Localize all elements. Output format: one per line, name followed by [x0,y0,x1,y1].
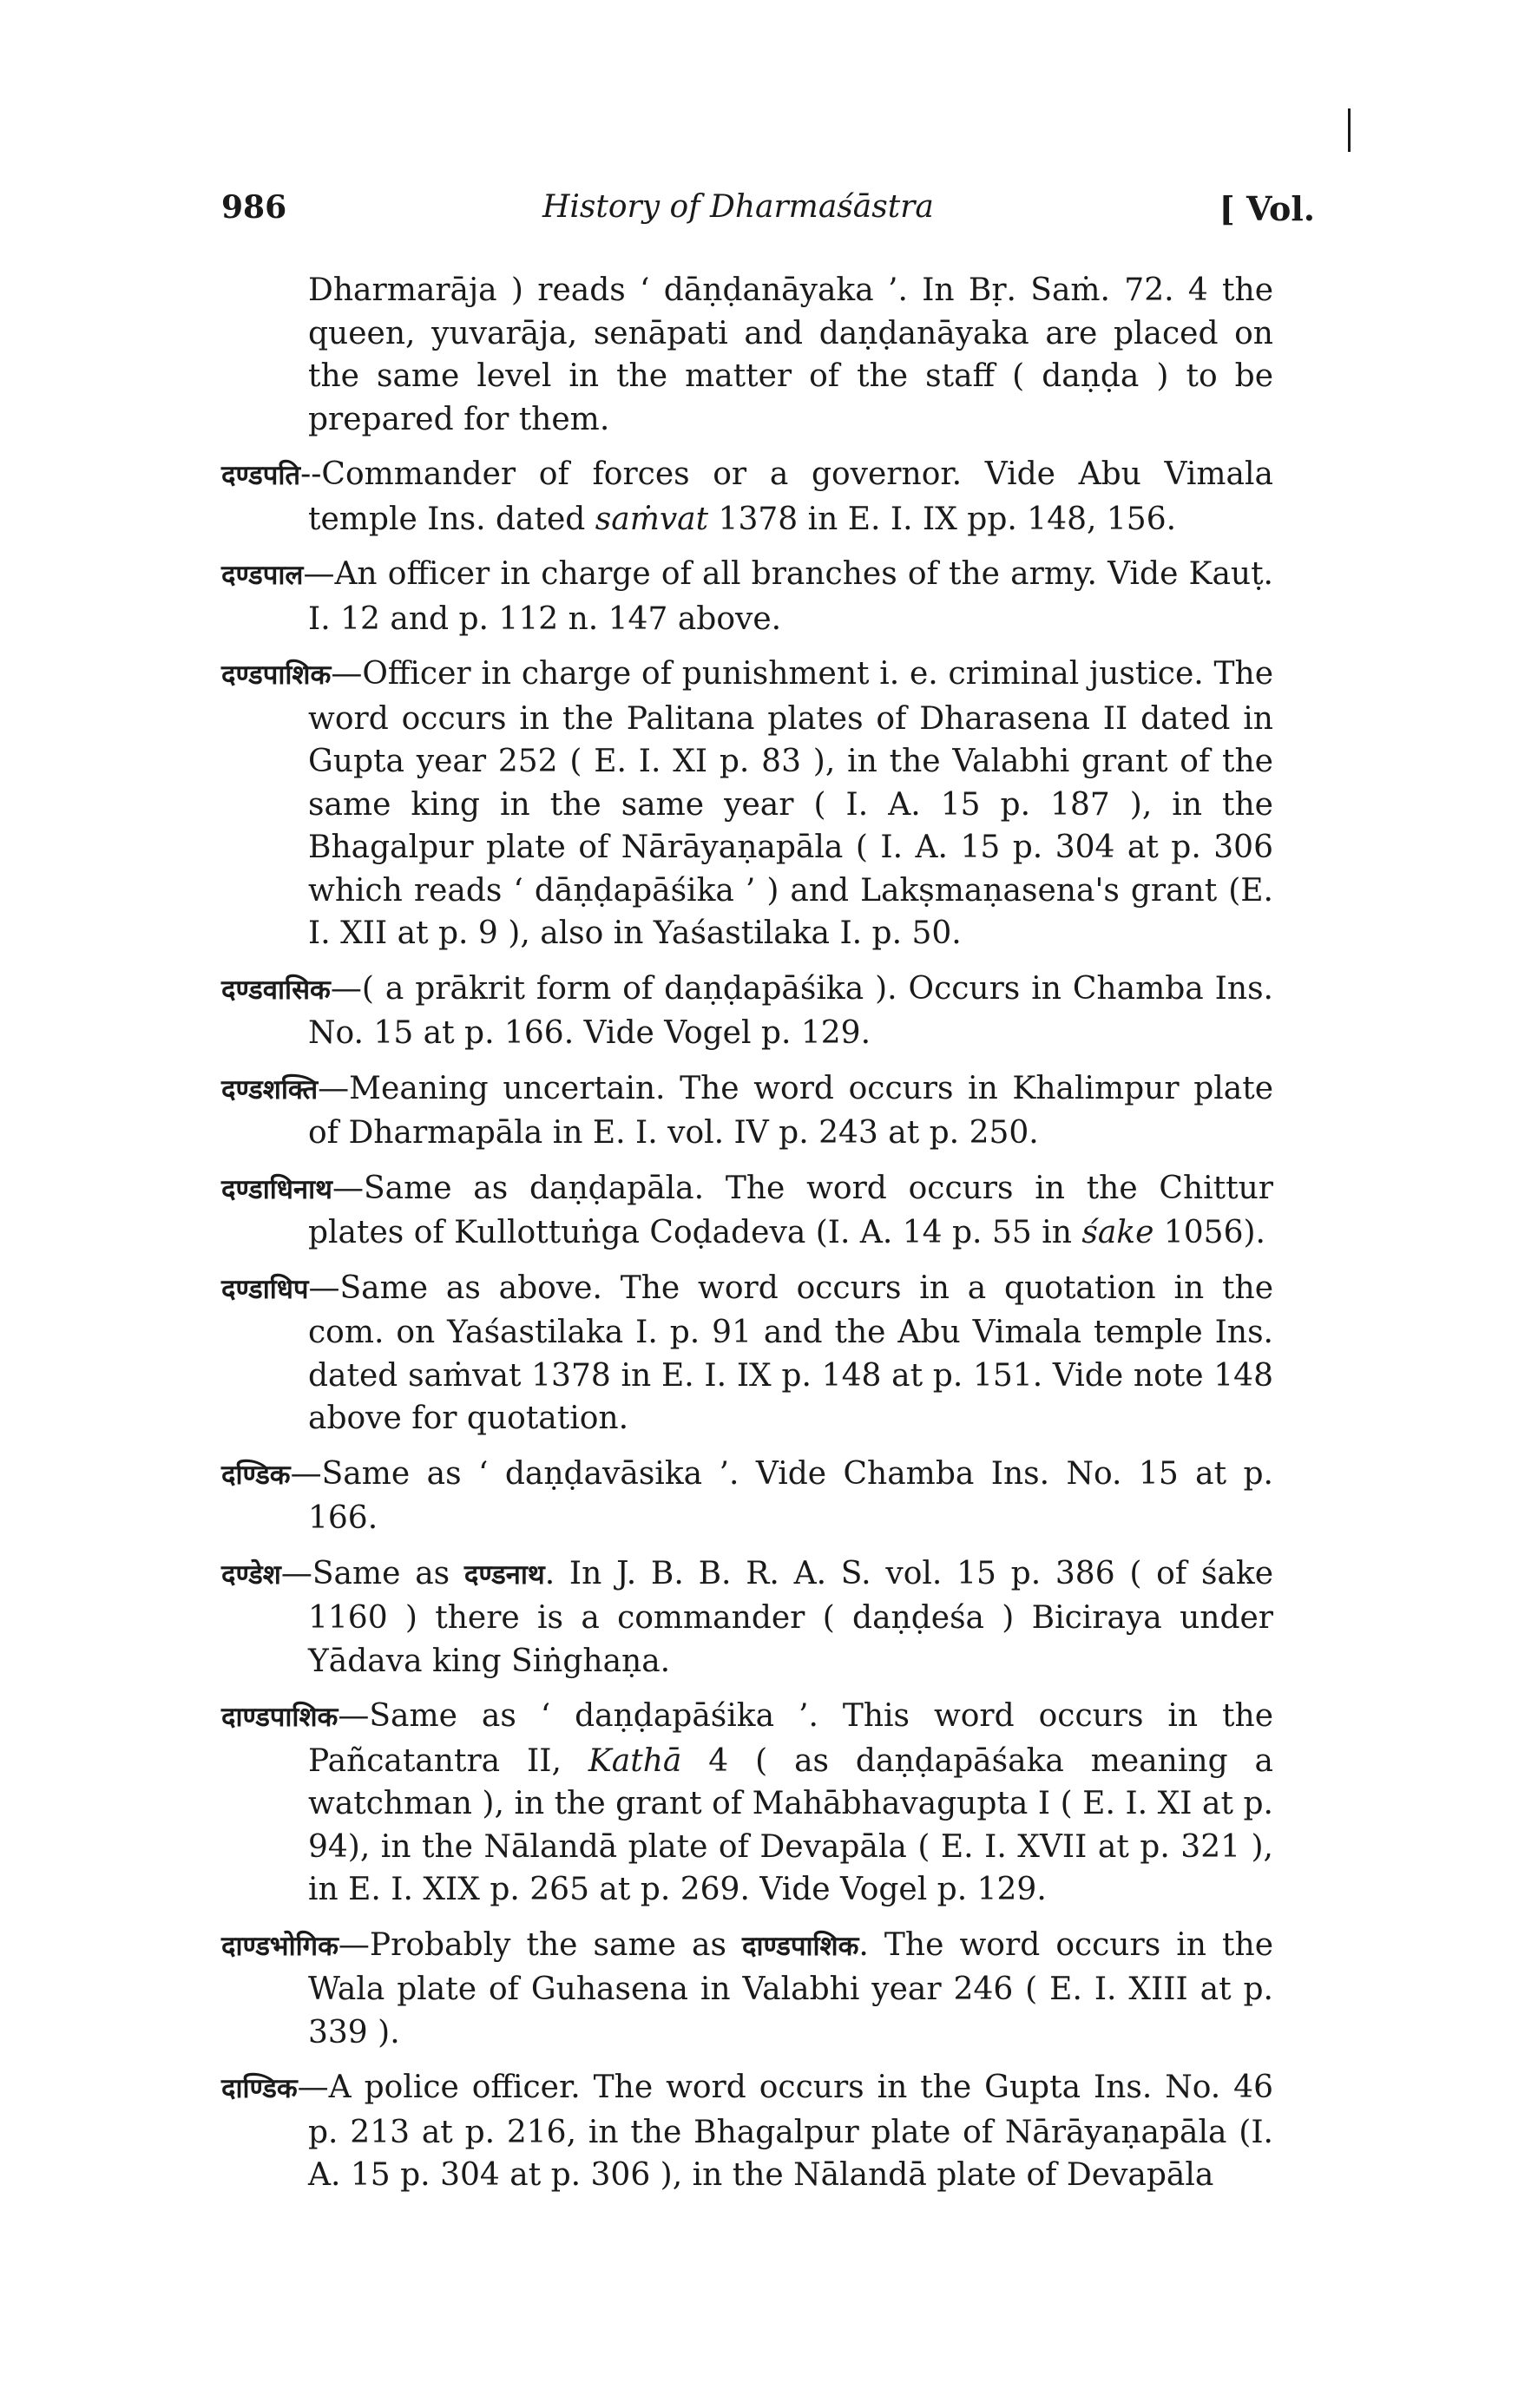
entry-text-tail: . In J. B. B. R. A. S. vol. 15 p. 386 ( of śake 1160 ) there is a commander ( daṇḍeśa ) Biciraya under Yādava king Siṅghaṇa. [308,1555,1273,1679]
page-number: 986 [221,189,287,226]
entry-devanagari-term: दण्डनाथ [463,1558,545,1591]
entry-text: —( a prākrit form of daṇḍapāśika ). Occurs in Chamba Ins. No. 15 at p. 166. Vide Vogel p. 129. [308,970,1273,1051]
entry-headword: दण्डिक [221,1459,291,1491]
glossary-entry [221,1167,1273,1255]
entry-text: —An officer in charge of all branches of the army. Vide Kauṭ. I. 12 and p. 112 n. 147 above. [303,556,1273,637]
entry-text: --Commander of forces or a governor. Vide Abu Vimala temple Ins. dated [300,456,1273,537]
entry-headword: दण्डशक्ति [221,1073,319,1106]
glossary-entry [221,1924,1273,2055]
entry-devanagari-term: दाण्डपाशिक [742,1930,859,1962]
entry-headword: दण्डपाल [221,560,304,591]
entry-headword: दण्डवासिक [221,974,331,1006]
volume-marker: [ Vol. [1219,189,1315,228]
entry-text: —Officer in charge of punishment i. e. criminal justice. The word occurs in the Palitana plates of Dharasena II dated in Gupta year 252 ( E. I. XI p. 83 ), in the Valabhi grant of the same king in the same year ( I. A. 15 p. 187 ), in the Bhagalpur plate of Nārāyaṇapāla ( I. A. 15 p. 304 at p. 306 which reads ‘ dāṇḍapāśika ’ ) and Lakṣmaṇasena's grant (E. I. XII at p. 9 ), also in Yaśastilaka I. p. 50. [308,656,1273,951]
entry-headword: दाण्डभोगिक [221,1930,338,1962]
glossary-entry [221,1552,1273,1683]
entry-text: —Same as above. The word occurs in a quotation in the com. on Yaśastilaka I. p. 91 and the Abu Vimala temple Ins. dated saṁvat 1378 in E. I. IX p. 148 at p. 151. Vide note 148 above for quotation. [308,1270,1273,1436]
entry-text: —Same as daṇḍapāla. The word occurs in the Chittur plates of Kullottuṅga Coḍadeva (I. A. 14 p. 55 in [308,1170,1273,1250]
entry-italic-term: saṁvat [595,501,709,537]
entry-headword: दण्डपति [221,460,301,491]
entry-text: —Same as ‘ daṇḍavāsika ’. Vide Chamba Ins. No. 15 at p. 166. [290,1455,1273,1536]
continuation-paragraph: Dharmarāja ) reads ‘ dāṇḍanāyaka ’. In Bṛ. Saṁ. 72. 4 the queen, yuvarāja, senāpati and daṇḍanāyaka are placed on the same level in the matter of the staff ( daṇḍa ) to be prepared for them. [308,272,1273,437]
entry-headword: दाण्डपाशिक [221,1702,338,1733]
entry-headword: दण्डाधिनाथ [221,1173,332,1205]
entry-italic-term: Kathā [588,1742,682,1779]
glossary-entry [221,1067,1273,1155]
entry-headword: दण्डपाशिक [221,659,332,691]
entry-text: —A police officer. The word occurs in the Gupta Ins. No. 46 p. 213 at p. 216, in the Bhagalpur plate of Nārāyaṇapāla (I. A. 15 p. 304 at p. 306 ), in the Nālandā plate of Devapāla [297,2070,1273,2193]
glossary-entry [221,968,1273,1055]
entry-text: —Same as ‘ daṇḍapāśika ’. This word occurs in the Pañcatantra II, [308,1698,1273,1779]
entry-italic-term: śake [1081,1215,1154,1250]
running-title: History of Dharmaśāstra [542,189,934,225]
glossary-entry [221,1453,1273,1540]
entry-text-tail: 1056). [1154,1215,1265,1250]
entry-text-tail: . The word occurs in the Wala plate of Guhasena in Valabhi year 246 ( E. I. XIII at p. 339 ). [308,1926,1273,2050]
glossary-entry [221,1267,1273,1440]
entry-text: —Probably the same as [338,1926,743,1963]
entry-text: —Same as [280,1555,464,1591]
margin-line [1348,108,1351,152]
entry-headword: दण्डाधिप [221,1273,309,1305]
glossary-entry [221,553,1273,640]
entry-text-tail: 1378 in E. I. IX pp. 148, 156. [708,501,1177,537]
glossary-entry [221,2066,1273,2197]
entry-text-tail: 4 ( as daṇḍapāśaka meaning a watchman ), in the grant of Mahābhavagupta I ( E. I. XI at p. 94), in the Nālandā plate of Devapāla ( E. I. XVII at p. 321 ), in E. I. XIX p. 265 at p. 269. Vide Vogel p. 129. [308,1742,1273,1907]
running-header [221,189,1315,241]
entry-text: —Meaning uncertain. The word occurs in Khalimpur plate of Dharmapāla in E. I. vol. IV p. 243 at p. 250. [308,1070,1273,1151]
glossary-entry [221,653,1273,955]
entry-headword: दाण्डिक [221,2073,298,2104]
glossary-entry [221,1695,1273,1912]
body-text [221,269,1273,2209]
entry-headword: दण्डेश [221,1558,281,1591]
glossary-entry [221,453,1273,541]
